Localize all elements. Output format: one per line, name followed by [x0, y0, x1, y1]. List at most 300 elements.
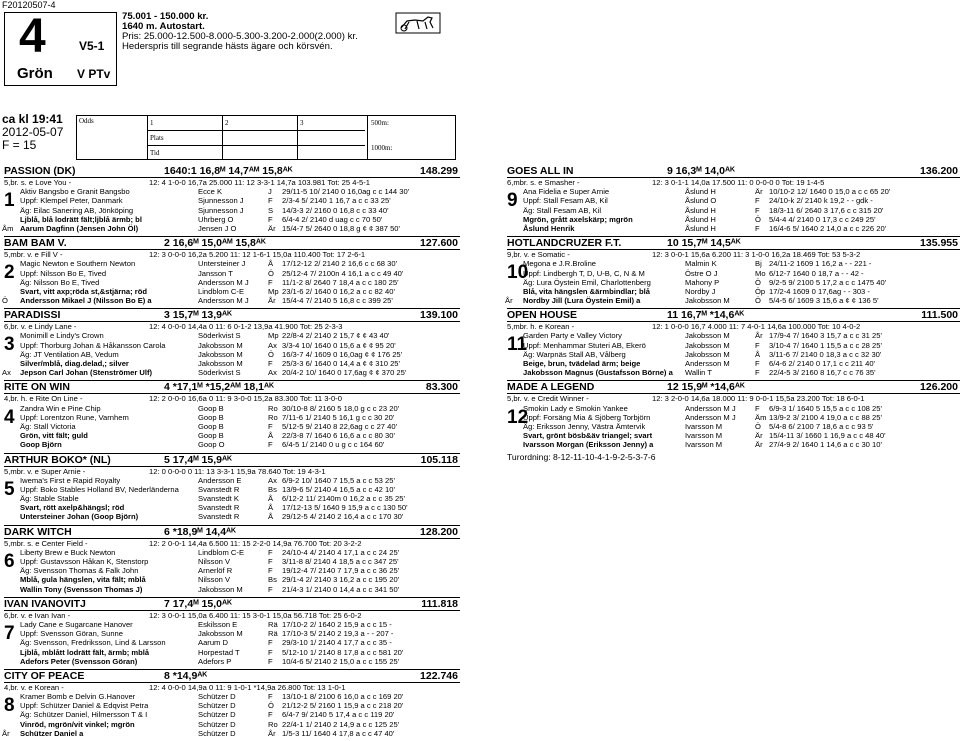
horse-name: CITY OF PEACE — [4, 669, 85, 682]
horse-name: GOES ALL IN — [507, 165, 574, 177]
start-result: 3/10-4 7/ 1640 1 15,5 a c c 28 25' — [769, 340, 882, 350]
start-driver: Jakobsson M — [685, 296, 730, 306]
start-result: 5/4-8 6/ 2100 7 18,6 a c c 93 5' — [769, 421, 874, 431]
start-row — [523, 296, 960, 305]
start-result: 20/4-2 10/ 1640 0 17,6ag ¢ ¢ 370 25' — [282, 368, 407, 378]
start-result: 17/10-3 5/ 2140 2 19,3 a - - 207 - — [282, 629, 394, 639]
start-track: F — [268, 277, 273, 287]
start-result: 29/3-10 1/ 2140 4 17,7 a c c 35 - — [282, 638, 392, 648]
start-track: Ax — [268, 368, 277, 378]
horse-pedigree: 6,br. v. e Ivan Ivan - — [4, 610, 71, 620]
horse-header — [507, 381, 960, 394]
start-result: 5/4-5 6/ 1609 3 15,6 a ¢ ¢ 136 5' — [769, 296, 879, 306]
start-order: Turordning: 8-12-11-10-4-1-9-2-5-3-7-6 — [507, 451, 656, 462]
start-track: År — [268, 728, 276, 738]
start-track: Bs — [268, 484, 277, 494]
start-row — [20, 331, 460, 340]
start-driver: Ivarsson M — [685, 440, 723, 450]
start-track: Är — [268, 223, 276, 233]
start-row — [20, 485, 460, 494]
start-row — [20, 503, 460, 512]
horse-detail: Adefors Peter (Svensson Göran) — [20, 656, 138, 666]
horse-detail: Garden Party e Valley Victory — [523, 331, 622, 341]
start-track: Är — [755, 187, 763, 197]
start-track: Bj — [755, 259, 762, 269]
horse-name: RITE ON WIN — [4, 381, 70, 394]
horse-season-stats: 12: 0 0-0-0 0 11: 13 3-3-1 15,9a 78.640 Tot: 19 4-3-1 — [149, 466, 326, 476]
horse-info-line — [4, 394, 460, 403]
horse-detail: Lady Cane e Sugarcane Hanover — [20, 619, 133, 629]
horse-name: IVAN IVANOVITJ — [4, 597, 86, 610]
start-track: F — [268, 647, 273, 657]
horse-detail: Äg: Svensson, Fredriksson, Lind & Larsson — [20, 638, 166, 648]
horse-pedigree: 6,mbr. s. e Smasher - — [507, 178, 580, 187]
race-prize-range: 75.001 - 150.000 kr. — [122, 11, 209, 22]
start-row — [20, 729, 460, 738]
horse-detail: Uppf: Klempel Peter, Danmark — [20, 196, 123, 206]
horse-pedigree: 5,mbr. v. e Super Arnie - — [4, 466, 86, 476]
horse-starts — [4, 259, 460, 305]
race-conditions — [122, 12, 358, 52]
horse-detail: Ljblå, mblått lodrätt fält, ärmb; mblå — [20, 647, 150, 657]
start-row — [523, 259, 960, 268]
horse-header — [507, 165, 960, 178]
start-track: Äm — [755, 412, 767, 422]
horse-starts — [4, 404, 460, 450]
start-number: 7 — [4, 622, 15, 644]
horse-detail: Äg: Schützer Daniel, Hilmersson T & I — [20, 710, 148, 720]
start-driver: Horpestad T — [198, 647, 240, 657]
horse-detail: Äg: Stall Fesam AB, Kil — [523, 205, 602, 215]
horse-detail: Äg: Lura Öystein Emil, Charlottenberg — [523, 277, 651, 287]
start-result: 15/4-4 7/ 2140 5 16,8 c c 399 25' — [282, 296, 393, 306]
horse-starts — [507, 187, 960, 233]
start-number: 1 — [4, 190, 15, 212]
horse-detail: Uppf: Boko Stables Holland BV, Nederländerna — [20, 484, 179, 494]
start-track: F — [755, 359, 760, 368]
start-result: 6/4-4 2/ 2140 d uag c c 70 50' — [282, 214, 383, 224]
horse-info-line — [4, 250, 460, 259]
start-driver: Schützer D — [198, 719, 236, 729]
start-row — [20, 720, 460, 729]
start-track: F — [755, 340, 760, 350]
horse-info-line — [4, 322, 460, 331]
race-distance: 1640 m. Autostart. — [122, 21, 205, 32]
start-driver: Jakobsson M — [198, 349, 243, 359]
start-row — [20, 575, 460, 584]
horse-detail: Uppf: Stall Fesam AB, Kil — [523, 196, 608, 206]
start-result: 3/3-4 10/ 1640 0 15,6 a ¢ ¢ 95 20' — [282, 340, 396, 350]
horse-entry — [507, 165, 960, 233]
start-result: 2/3-4 5/ 2140 1 16,7 a c c 33 25' — [282, 196, 391, 206]
start-driver: Goop B — [198, 403, 224, 413]
start-driver: Åslund H — [685, 205, 716, 215]
game-type: V5-1 — [79, 39, 105, 53]
start-track: Ax — [268, 340, 277, 350]
horse-season-stats: 12: 3 0-0-1 15,0a 6.400 11: 15 3-0-1 15,0a 56.718 Tot: 25 6-0-2 — [149, 610, 362, 620]
start-result: 6/12-7 1640 0 18,7 a - - 42 - — [769, 268, 864, 278]
start-result: 16/3-7 4/ 1609 0 16,0ag ¢ ¢ 176 25' — [282, 349, 403, 359]
start-row — [523, 196, 960, 205]
start-row — [20, 215, 460, 224]
plats-label: Plats — [150, 134, 164, 142]
horse-header — [4, 381, 460, 394]
horse-starts — [4, 548, 460, 594]
start-row — [20, 296, 460, 305]
driver-code: Ö — [2, 296, 8, 306]
start-driver: Åslund O — [685, 196, 717, 206]
start-result: 6/9-3 1/ 1640 5 15,5 a c c 108 25' — [769, 403, 882, 413]
start-track: F — [755, 196, 760, 206]
start-number: 8 — [4, 695, 15, 717]
start-result: 6/4-7 9/ 2140 5 17,4 a c c 119 20' — [282, 710, 395, 720]
start-track: J — [268, 187, 272, 197]
start-row — [523, 440, 960, 449]
start-row — [20, 431, 460, 440]
start-row — [523, 404, 960, 413]
horse-entry — [4, 308, 460, 377]
horse-record: 3 15,7ᴹ 13,9ᴬᴷ — [164, 309, 232, 322]
game-type-2: V PTv — [77, 67, 111, 81]
start-row — [20, 368, 460, 377]
start-driver: Arnerlöf R — [198, 566, 233, 576]
horse-detail: Wallin Tony (Svensson Thomas J) — [20, 584, 143, 594]
horse-detail: Blå, vita hängslen &ärmbindlar; blå — [523, 286, 651, 296]
start-driver: Lindblom C-E — [198, 286, 245, 296]
start-row — [20, 259, 460, 268]
horse-detail: Uppf: Svensson Göran, Sunne — [20, 629, 124, 639]
start-result: 22/4-5 3/ 2160 8 16,7 c c 76 35' — [769, 368, 876, 378]
horse-record: 11 16,7ᴹ *14,6ᴬᴷ — [667, 309, 745, 322]
start-row — [523, 422, 960, 431]
track-color: Grön — [17, 65, 53, 82]
horse-entry — [507, 380, 960, 449]
horse-earnings: 105.118 — [420, 453, 458, 466]
horse-entry — [507, 236, 960, 305]
horse-detail: Ana Fidelia e Super Arnie — [523, 187, 610, 197]
start-row — [20, 638, 460, 647]
trotting-horse-icon — [395, 12, 441, 34]
race-number: 4 — [19, 10, 46, 63]
start-driver: Ivarsson M — [685, 421, 723, 431]
horse-info-line — [507, 178, 960, 187]
horse-earnings: 127.600 — [420, 237, 458, 250]
place-2-label: 2 — [225, 119, 229, 127]
start-result: 24/10-4 4/ 2140 4 17,1 a c c 24 25' — [282, 547, 400, 557]
horse-info-line — [507, 394, 960, 403]
start-row — [523, 331, 960, 340]
start-driver: Goop O — [198, 440, 225, 450]
horse-header — [4, 237, 460, 250]
start-driver: Andersson M J — [685, 403, 736, 413]
horse-starts — [4, 476, 460, 522]
start-driver: Åslund H — [685, 187, 716, 197]
start-track: Å — [268, 494, 274, 504]
start-driver: Åslund H — [685, 223, 716, 233]
start-driver: Eskilsson E — [198, 619, 238, 629]
start-result: 21/12-2 5/ 2160 1 15,9 a c c 218 20' — [282, 701, 404, 711]
start-driver: Östre O J — [685, 268, 718, 278]
start-result: 23/1-6 2/ 1640 0 16,2 a c c 82 40' — [282, 286, 395, 296]
start-result: 5/12-10 1/ 2140 8 17,8 a c c 581 20' — [282, 647, 404, 657]
start-row — [20, 287, 460, 296]
start-track: F — [268, 557, 273, 566]
start-track: Mp — [268, 286, 279, 296]
horse-detail: Uppf: Gustavsson Håkan K, Stenstorp — [20, 557, 149, 566]
start-row — [20, 269, 460, 278]
horse-pedigree: 4,br. v. e Korean - — [4, 682, 64, 692]
start-number: 4 — [4, 406, 15, 428]
start-result: 13/9-6 5/ 2140 4 16,5 a c c 42 10' — [282, 484, 395, 494]
start-driver: Åslund H — [685, 214, 716, 224]
start-number: 3 — [4, 334, 15, 356]
horse-name: HOTLANDCRUZER F.T. — [507, 237, 622, 250]
horse-detail: Beige, brun, tvädelad ärm; beige — [523, 359, 641, 368]
start-track: Å — [755, 349, 761, 359]
start-driver: Nilsson V — [198, 575, 231, 585]
horse-detail: Äg: JT Ventilation AB, Vedum — [20, 349, 119, 359]
start-row — [20, 512, 460, 521]
start-number: 9 — [507, 190, 518, 212]
start-track: Mp — [268, 331, 279, 341]
horse-season-stats: 12: 3 0-0-0 16,2a 5.200 11: 12 1-6-1 15,0a 110.400 Tot: 17 2-6-1 — [149, 250, 366, 260]
horse-season-stats: 12: 3 2-0-0 14,6a 18.000 11: 9 0-0-1 15,5a 23.200 Tot: 18 6-0-1 — [652, 394, 865, 404]
horse-header — [4, 670, 460, 683]
start-track: F — [755, 223, 760, 233]
horse-detail: Äg: Eilac Sanering AB, Jönköping — [20, 205, 134, 215]
start-track: År — [755, 331, 763, 341]
start-row — [20, 196, 460, 205]
horse-record: 4 *17,1ᴹ *15,2ᴬᴹ 18,1ᴬᴷ — [164, 381, 274, 394]
start-result: 29/1-4 2/ 2140 3 16,2 a c c 195 20' — [282, 575, 400, 585]
horse-name: DARK WITCH — [4, 525, 72, 538]
horse-entry — [4, 453, 460, 522]
start-result: 14/3-3 2/ 2160 0 16,8 c c 33 40' — [282, 205, 389, 215]
start-track: Ö — [755, 277, 761, 287]
start-driver: Jensen J O — [198, 223, 237, 233]
start-number: 12 — [507, 406, 529, 428]
horse-header — [4, 598, 460, 611]
start-number: 10 — [507, 262, 529, 284]
start-track: F — [268, 421, 273, 431]
start-track: Ö — [755, 296, 761, 306]
race-date: 2012-05-07 — [2, 125, 64, 139]
start-result: 24/10-k 2/ 2140 k 19,2 - - gdk - — [769, 196, 873, 206]
start-driver: Malmin K — [685, 259, 717, 269]
start-result: 3/11-6 7/ 2140 0 18,3 a c c 32 30' — [769, 349, 882, 359]
driver-code: År — [2, 728, 10, 738]
horse-detail: Monimill e Lindy's Crown — [20, 331, 104, 341]
horse-header — [4, 454, 460, 467]
start-row — [20, 585, 460, 594]
start-driver: Jakobsson M — [198, 629, 243, 639]
start-driver: Jakobsson M — [198, 359, 243, 368]
horse-name: OPEN HOUSE — [507, 309, 578, 322]
horse-starts — [507, 331, 960, 377]
start-result: 17/10-2 2/ 1640 2 15,9 a c c 15 - — [282, 619, 392, 629]
horse-name: ARTHUR BOKO* (NL) — [4, 453, 111, 466]
start-track: F — [268, 710, 273, 720]
start-track: F — [268, 547, 273, 557]
horse-entry — [4, 525, 460, 594]
start-result: 1/5-3 11/ 1640 4 17,8 a c c 47 40' — [282, 728, 395, 738]
horse-entry — [4, 165, 460, 233]
start-row — [523, 278, 960, 287]
horse-earnings: 148.299 — [420, 165, 458, 177]
start-driver: Sjunnesson J — [198, 205, 244, 215]
start-track: F — [268, 196, 273, 206]
place-1-label: 1 — [150, 119, 154, 127]
horse-detail: Nordby Jill (Lura Öystein Emil) a — [523, 296, 641, 306]
start-row — [20, 359, 460, 368]
horse-detail: Mgrön, grått axelskärp; mgrön — [523, 214, 633, 224]
start-row — [523, 350, 960, 359]
start-track: F — [268, 214, 273, 224]
start-number: 2 — [4, 262, 15, 284]
start-result: 5/4-4 4/ 2140 0 17,3 c c 249 25' — [769, 214, 876, 224]
start-driver: Andersson M J — [685, 412, 736, 422]
horse-detail: Uppf: Lindbergh T, D, U-B, C, N & M — [523, 268, 645, 278]
horse-season-stats: 12: 2 0-0-0 16,6a 0 11: 9 3-0-0 15,2a 83.300 Tot: 11 3-0-0 — [149, 394, 342, 404]
driver-code: Ax — [2, 368, 11, 378]
start-driver: Söderkvist S — [198, 331, 241, 341]
start-driver: Andersson M J — [198, 296, 249, 306]
horse-pedigree: 5,mbr. v. e Fill V - — [4, 250, 63, 260]
start-driver: Svanstedt R — [198, 484, 240, 494]
start-driver: Svanstedt R — [198, 512, 240, 522]
start-result: 7/11-6 1/ 2140 5 16,1 g c c 30 20' — [282, 412, 395, 422]
horse-detail: Liberty Brew e Buck Newton — [20, 547, 116, 557]
start-row — [20, 701, 460, 710]
horse-detail: Uppf: Lorentzon Rune, Varnhem — [20, 412, 129, 422]
start-row — [20, 648, 460, 657]
start-track: Å — [268, 431, 274, 441]
horse-name: MADE A LEGEND — [507, 381, 595, 394]
horse-earnings: 135.955 — [920, 237, 958, 250]
horse-starts — [507, 259, 960, 305]
horse-pedigree: 5,mbr. h. e Korean - — [507, 322, 575, 332]
start-row — [20, 350, 460, 359]
horse-record: 8 *14,9ᴬᴷ — [164, 669, 208, 682]
start-row — [523, 215, 960, 224]
start-row — [20, 404, 460, 413]
start-track: Ö — [268, 701, 274, 711]
horse-detail: Äg: Stall Victoria — [20, 421, 76, 431]
horse-pedigree: 5,mbr. s. e Center Field - — [4, 538, 88, 548]
horse-record: 2 16,6ᴹ 15,0ᴬᴹ 15,8ᴬᴷ — [164, 237, 266, 250]
horse-earnings: 126.200 — [920, 381, 958, 394]
horse-detail: Smokin Lady e Smokin Yankee — [523, 403, 628, 413]
horse-season-stats: 12: 3 0-0-1 15,6a 6.200 11: 3 1-0-0 16,2a 18.469 Tot: 53 5-3-2 — [652, 250, 861, 260]
file-id: F20120507-4 — [2, 0, 56, 10]
start-result: 3/11-8 8/ 2140 4 18,5 a c c 347 25' — [282, 557, 399, 566]
horse-detail: Vinröd, mgrön/vit vinkel; mgrön — [20, 719, 135, 729]
horse-detail: Untersteiner Johan (Goop Björn) — [20, 512, 139, 522]
horse-detail: Silver/mblå, diag.delad,; silver — [20, 359, 129, 368]
start-result: 11/1-2 8/ 2640 7 18,4 a c c 180 25' — [282, 277, 399, 287]
horse-record: 7 17,4ᴹ 15,0ᴬᴷ — [164, 597, 232, 610]
horse-season-stats: 12: 3 0-1-1 14,0a 17.500 11: 0 0-0-0 0 Tot: 19 1-4-5 — [652, 178, 825, 187]
start-result: 27/4-9 2/ 1640 1 14,6 a c c 30 10' — [769, 440, 882, 450]
horse-info-line — [4, 611, 460, 620]
start-driver: Goop B — [198, 412, 224, 422]
horse-detail: Jepson Carl Johan (Stenströmer Ulf) — [20, 368, 153, 378]
start-track: F — [755, 368, 760, 378]
start-driver: Mahony P — [685, 277, 720, 287]
start-row — [523, 368, 960, 377]
start-track: Mo — [755, 268, 766, 278]
horse-detail: Iwema's First e Rapid Royalty — [20, 475, 121, 485]
start-number: 6 — [4, 550, 15, 572]
start-driver: Schützer D — [198, 710, 236, 720]
start-driver: Goop B — [198, 431, 224, 441]
horse-info-line — [4, 539, 460, 548]
start-track: Ö — [268, 349, 274, 359]
start-driver: Jakobsson M — [685, 331, 730, 341]
start-driver: Lindblom C-E — [198, 547, 245, 557]
start-row — [20, 413, 460, 422]
horse-pedigree: 9,br. v. e Somatic - — [507, 250, 570, 260]
start-row — [20, 620, 460, 629]
start-track: Ro — [268, 412, 278, 422]
horse-detail: Megona e J.R.Broline — [523, 259, 597, 269]
start-track: Å — [268, 503, 274, 513]
horse-earnings: 83.300 — [425, 381, 458, 394]
start-driver: Jakobsson M — [198, 340, 243, 350]
start-track: Å — [268, 259, 274, 269]
horse-starts — [4, 331, 460, 377]
start-result: 22/4-1 1/ 2140 2 14,9 a c c 125 25' — [282, 719, 400, 729]
race-honor-prize: Hederspris till segrande hästs ägare och körsvén. — [122, 41, 333, 52]
horse-name: PASSION (DK) — [4, 165, 76, 177]
start-result: 21/4-3 1/ 2140 0 14,4 a c c 341 50' — [282, 584, 400, 594]
start-track: Är — [755, 440, 763, 450]
horse-detail: Äg: Svensson Thomas & Falk John — [20, 566, 139, 576]
start-number: 11 — [507, 334, 528, 356]
start-result: 25/3-3 6/ 1640 0 14,4 a ¢ ¢ 310 25' — [282, 359, 400, 368]
horse-info-line — [4, 178, 460, 187]
start-row — [20, 548, 460, 557]
horse-detail: Goop Björn — [20, 440, 62, 450]
horse-pedigree: 6,br. v. e Lindy Lane - — [4, 322, 77, 332]
start-track: Öp — [755, 286, 766, 296]
horse-starts — [4, 620, 460, 666]
race-time-info — [2, 113, 63, 152]
horse-detail: Andersson Mikael J (Nilsson Bo E) a — [20, 296, 152, 306]
start-track: Är — [755, 431, 763, 441]
horse-record: 12 15,9ᴹ *14,6ᴬᴷ — [667, 381, 745, 394]
start-driver: Adefors P — [198, 656, 232, 666]
start-track: F — [755, 403, 760, 413]
start-track: F — [268, 692, 273, 702]
start-time: ca kl 19:41 — [2, 112, 63, 126]
start-row — [523, 224, 960, 233]
driver-code: År — [505, 296, 513, 306]
horse-earnings: 111.500 — [921, 309, 958, 322]
start-driver: Jakobsson M — [198, 584, 243, 594]
start-result: 25/12-4 7/ 2100n 4 16,1 a c c 49 40' — [282, 268, 404, 278]
horse-detail: Ivarsson Morgan (Eriksson Jenny) a — [523, 440, 654, 450]
start-result: 18/3-11 6/ 2640 3 17,6 c c 315 20' — [769, 205, 884, 215]
start-row — [20, 494, 460, 503]
split-1000-label: 1000m: — [371, 144, 393, 152]
start-track: F — [755, 205, 760, 215]
horse-detail: Kramer Bomb e Delvin G.Hanover — [20, 692, 136, 702]
horse-season-stats: 12: 2 0-0-1 14,4a 6.500 11: 15 2-2-0 14,9a 76.700 Tot: 20 3-2-2 — [149, 538, 362, 548]
start-track: Rä — [268, 629, 278, 639]
horse-info-line — [507, 250, 960, 259]
start-driver: Aarum D — [198, 638, 228, 648]
